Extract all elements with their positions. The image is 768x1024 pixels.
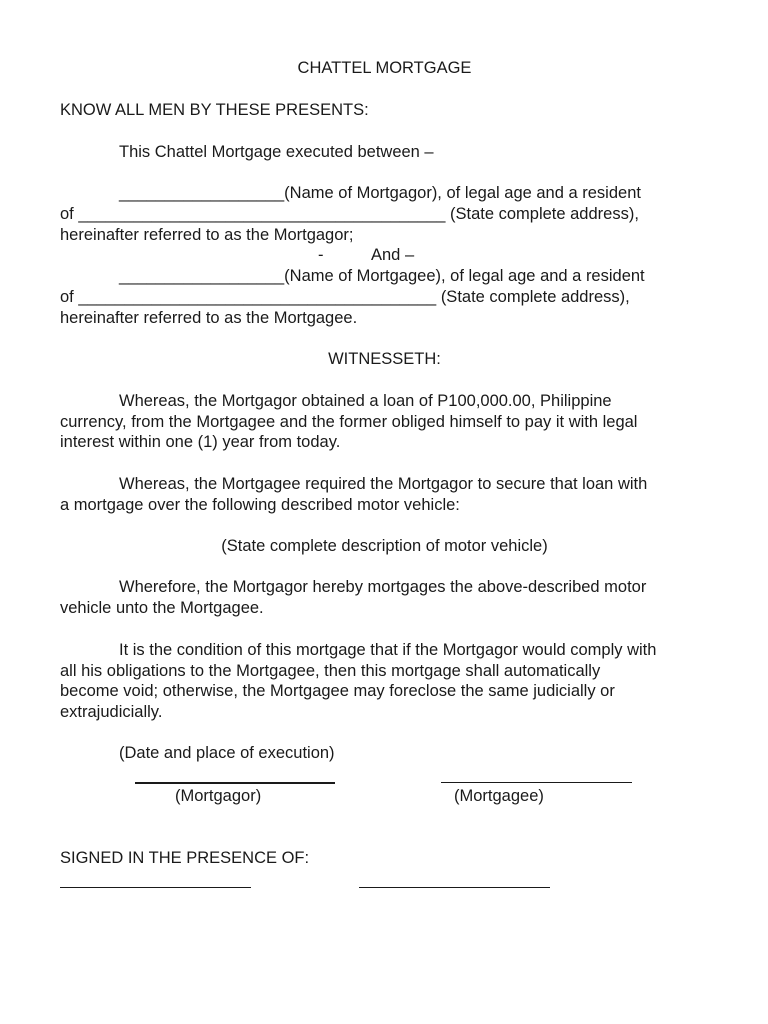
mortgagee-name-line: __________________(Name of Mortgagee), of legal age and a resident: [119, 267, 645, 285]
and-dash: -: [318, 246, 324, 264]
mortgagor-signature-line: [135, 782, 335, 784]
wherefore-line2: vehicle unto the Mortgagee.: [60, 599, 264, 617]
witness2-signature-line: [359, 887, 550, 888]
intro-text: This Chattel Mortgage executed between –: [119, 143, 434, 161]
mortgagee-reference-line: hereinafter referred to as the Mortgagee.: [60, 309, 358, 327]
condition-line2: all his obligations to the Mortgagee, then this mortgage shall automatically: [60, 662, 601, 680]
document-title: CHATTEL MORTGAGE: [297, 59, 472, 77]
mortgagee-signature-label: (Mortgagee): [454, 787, 544, 805]
mortgagor-name-line: __________________(Name of Mortgagor), of legal age and a resident: [119, 184, 641, 202]
whereas2-line2: a mortgage over the following described motor vehicle:: [60, 496, 460, 514]
mortgagor-signature-label: (Mortgagor): [175, 787, 262, 805]
date-place-placeholder: (Date and place of execution): [119, 744, 335, 762]
mortgagor-reference-line: hereinafter referred to as the Mortgagor;: [60, 226, 354, 244]
mortgagee-signature-line: [441, 782, 632, 783]
vehicle-description-placeholder: (State complete description of motor vehicle): [221, 537, 548, 555]
and-label: And –: [371, 246, 415, 264]
witness1-signature-line: [60, 887, 251, 888]
whereas2-line1: Whereas, the Mortgagee required the Mortgagor to secure that loan with: [119, 475, 648, 493]
mortgagor-address-line: of ________________________________________ (State complete address),: [60, 205, 639, 223]
wherefore-line1: Wherefore, the Mortgagor hereby mortgages the above-described motor: [119, 578, 647, 596]
whereas1-line1: Whereas, the Mortgagor obtained a loan of P100,000.00, Philippine: [119, 392, 612, 410]
witnesses-heading: SIGNED IN THE PRESENCE OF:: [60, 849, 310, 867]
condition-line3: become void; otherwise, the Mortgagee may foreclose the same judicially or: [60, 682, 615, 700]
witnesseth-heading: WITNESSETH:: [328, 350, 441, 368]
condition-line1: It is the condition of this mortgage that if the Mortgagor would comply with: [119, 641, 657, 659]
whereas1-line3: interest within one (1) year from today.: [60, 433, 341, 451]
whereas1-line2: currency, from the Mortgagee and the former obliged himself to pay it with legal: [60, 413, 638, 431]
mortgagee-address-line: of _______________________________________ (State complete address),: [60, 288, 630, 306]
preamble: KNOW ALL MEN BY THESE PRESENTS:: [60, 101, 369, 119]
condition-line4: extrajudicially.: [60, 703, 163, 721]
